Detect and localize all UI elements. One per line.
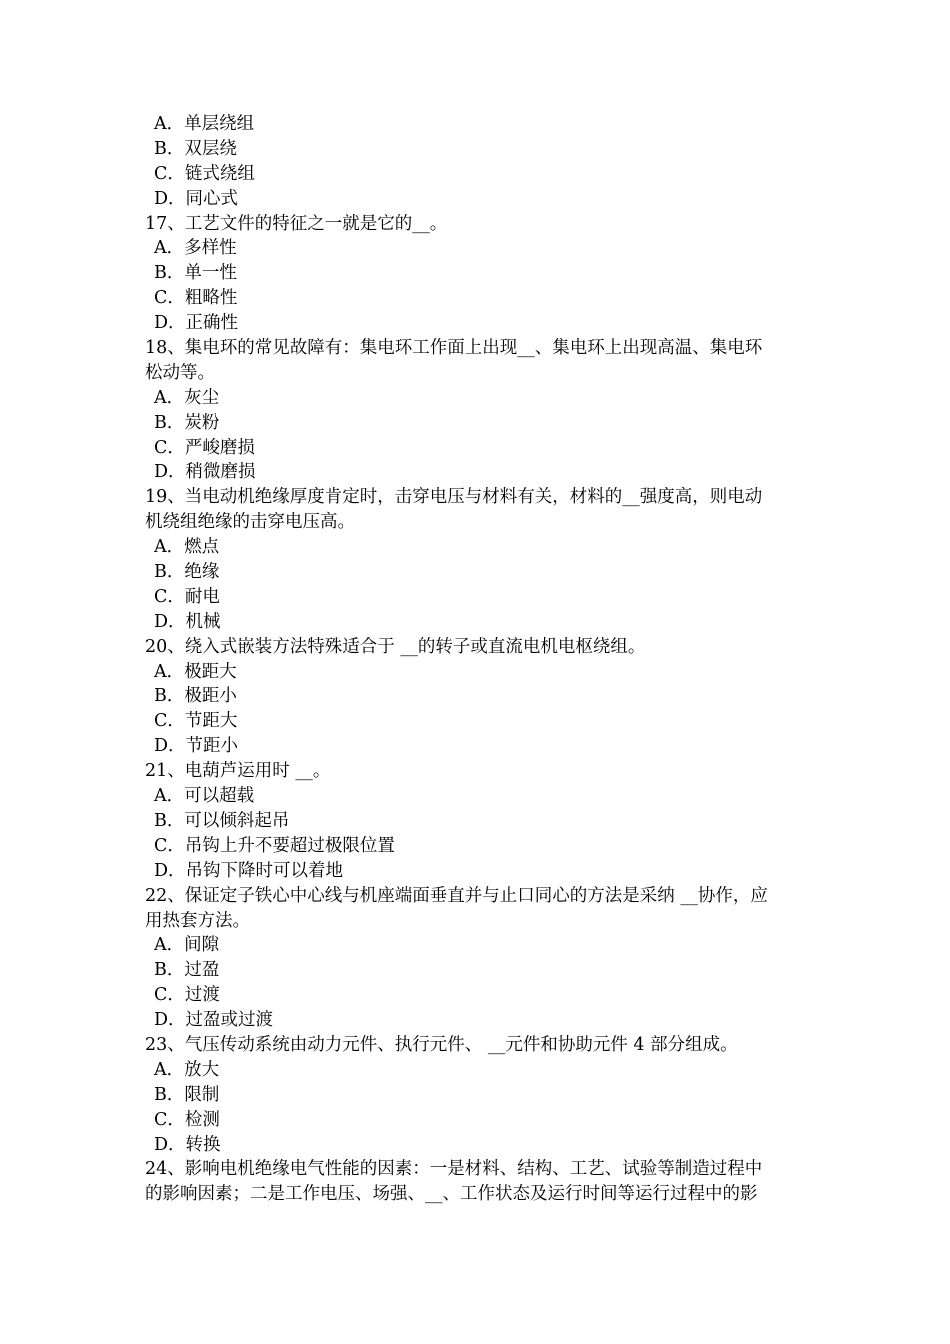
question-text: 17、工艺文件的特征之一就是它的__。 (145, 213, 448, 234)
option-a: A．放大 (154, 1059, 220, 1080)
option-a: A．燃点 (154, 537, 220, 558)
question-17 (145, 212, 810, 336)
question-18 (145, 336, 810, 485)
preamble-options (145, 112, 810, 212)
option-c: C．耐电 (154, 586, 220, 607)
option-b: B．双层绕 (154, 138, 237, 159)
question-23 (145, 1033, 810, 1157)
option-d: D．过盈或过渡 (154, 1010, 274, 1031)
question-text-continued: 用热套方法。 (145, 910, 250, 931)
option-a: A．多样性 (154, 238, 237, 259)
question-22 (145, 884, 810, 1033)
option-c: C．节距大 (154, 711, 238, 732)
option-c: C．吊钩上升不要超过极限位置 (154, 835, 395, 856)
option-b: B．可以倾斜起吊 (154, 810, 290, 831)
question-text: 18、集电环的常见故障有：集电环工作面上出现__、集电环上出现高温、集电环 (145, 338, 763, 359)
option-a: A．间隙 (154, 935, 220, 956)
page-content (145, 112, 810, 1207)
question-text: 20、绕入式嵌装方法特殊适合于 __的转子或直流电机电枢绕组。 (145, 636, 646, 657)
question-text-continued: 松动等。 (145, 362, 215, 383)
option-a: A．单层绕组 (154, 114, 255, 134)
option-b: B．单一性 (154, 263, 237, 284)
question-text: 19、当电动机绝缘厚度肯定时，击穿电压与材料有关，材料的__强度高，则电动 (145, 487, 763, 508)
question-21 (145, 759, 810, 883)
option-d: D．转换 (154, 1134, 221, 1155)
option-d: D．正确性 (154, 313, 239, 334)
option-b: B．炭粉 (154, 412, 220, 433)
option-b: B．绝缘 (154, 562, 220, 583)
question-19 (145, 485, 810, 634)
question-text: 23、气压传动系统由动力元件、执行元件、 __元件和协助元件 4 部分组成。 (145, 1034, 738, 1055)
option-c: C．粗略性 (154, 288, 238, 309)
question-24 (145, 1157, 810, 1207)
option-a: A．极距大 (154, 661, 237, 682)
option-d: D．吊钩下降时可以着地 (154, 860, 344, 881)
question-text: 22、保证定子铁心中心线与机座端面垂直并与止口同心的方法是采纳 __协作，应 (145, 885, 768, 906)
option-c: C．检测 (154, 1109, 220, 1130)
question-text-continued: 机绕组绝缘的击穿电压高。 (145, 512, 355, 533)
option-b: B．过盈 (154, 960, 220, 981)
option-a: A．可以超载 (154, 786, 255, 807)
option-d: D．稍微磨损 (154, 462, 256, 483)
option-c: C．链式绕组 (154, 163, 255, 184)
question-text: 24、影响电机绝缘电气性能的因素：一是材料、结构、工艺、试验等制造过程中 (145, 1159, 763, 1180)
option-b: B．极距小 (154, 686, 237, 707)
question-20 (145, 635, 810, 759)
option-d: D．同心式 (154, 188, 239, 209)
option-b: B．限制 (154, 1084, 220, 1105)
option-c: C．过渡 (154, 985, 220, 1006)
question-text-continued: 的影响因素；二是工作电压、场强、__、工作状态及运行时间等运行过程中的影 (145, 1184, 758, 1205)
option-d: D．机械 (154, 611, 221, 632)
question-text: 21、电葫芦运用时 __。 (145, 761, 331, 782)
option-d: D．节距小 (154, 736, 239, 757)
option-a: A．灰尘 (154, 387, 220, 408)
option-c: C．严峻磨损 (154, 437, 255, 458)
